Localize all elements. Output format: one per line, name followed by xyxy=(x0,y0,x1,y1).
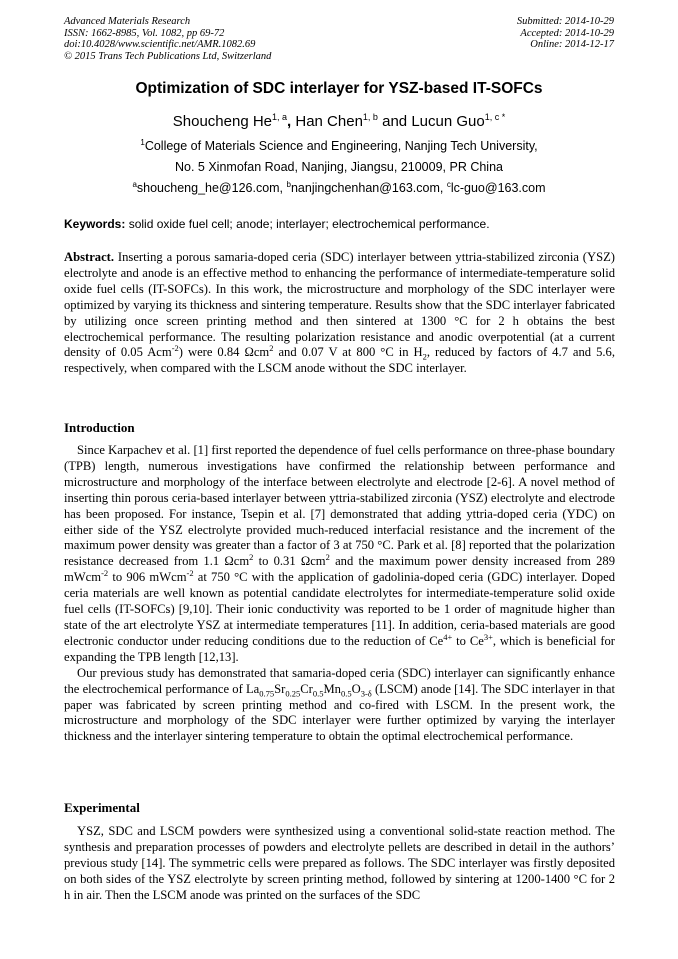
intro-text: Since Karpachev et al. [1] first reported the dependence of fuel cells performance on three-phase boundary (TPB) length, numerous investigations have confirmed the relationship between performance and microstructure and morphology of the interface between electrolyte and electrode [2-6]. A novel method of inserting thin porous ceria-based interlayer between yttria-stabilized zirconia (YSZ) electrolyte and electrode has been proposed. For instance, Tsepin et al. [7] demonstrated that adding yttria-doped ceria (YDC) on either side of the YSZ electrolyte provided much-reduced interfacial resistance and the increment of the maximum power density was greater than a factor of 3 at 750 °C. Park et al. [8] reported that the polarization resistance decreased from 1.1 Ωcm xyxy=(64,443,615,569)
email-link[interactable]: lc-guo@163.com xyxy=(450,181,546,195)
intro-text: (LSCM) anode [14]. The SDC interlayer in that paper was fabricated by screen printing method and co-fired with LSCM. In the present work, the microstructure and morphology of the SDC interlayer were further optimized by varying the interlayer thickness and the interlayer sintering temperature to obtain the optimal electrochemical performance. xyxy=(64,681,615,744)
affiliation-line-1 xyxy=(0,139,678,153)
affiliation-text: College of Materials Science and Engineering, Nanjing Tech University, xyxy=(144,139,538,153)
author-name: Lucun Guo xyxy=(411,113,485,130)
section-heading-experimental: Experimental xyxy=(64,800,140,815)
journal-issn: ISSN: 1662-8985, Vol. 1082, pp 69-72 xyxy=(64,27,225,39)
subscript: 0.75 xyxy=(259,688,275,699)
subscript: 2 xyxy=(422,351,427,362)
author-affil-sup: 1, c * xyxy=(484,112,506,122)
journal-name: Advanced Materials Research xyxy=(64,16,191,27)
introduction-body xyxy=(64,443,615,745)
journal-header-right xyxy=(517,16,614,51)
author-affil-sup: 1, b xyxy=(362,112,378,122)
submitted-date: Submitted: 2014-10-29 xyxy=(516,16,614,27)
intro-text: at 750 °C with the application of gadolinia-doped ceria (GDC) interlayer. Doped ceria materials are well known as potential candidate electrolytes for intermediate-temperature solid oxide fuel cells (IT-SOFCs) [9,10]. Their ionic conductivity was reported to be 1 order of magnitude higher than state of the art electrolyte YSZ at intermediate temperatures [11]. In addition, ceria-based materials are good electronic conductor under reducing conditions due to the reduction of Ce xyxy=(64,570,615,648)
intro-text: Sr xyxy=(274,681,286,696)
email-sup: b xyxy=(286,179,291,189)
superscript: 2 xyxy=(325,552,330,563)
subscript: 0.5 xyxy=(340,688,352,699)
email-link[interactable]: shoucheng_he@126.com, xyxy=(136,181,284,195)
intro-text: to 906 mWcm xyxy=(108,570,187,585)
online-date: Online: 2014-12-17 xyxy=(530,39,614,51)
abstract-text: and 0.07 V at 800 °C in H xyxy=(273,345,423,360)
email-sup: c xyxy=(446,179,451,189)
intro-text: O xyxy=(351,681,361,696)
subscript: 3-δ xyxy=(360,688,372,699)
superscript: 4+ xyxy=(443,631,453,642)
experimental-body xyxy=(64,824,615,904)
subscript: 0.25 xyxy=(285,688,301,699)
author-list: Shoucheng He$^{1, a}$, Han Chen$^{1, b}$ and Lucun Guo$^{1, c *}$ xyxy=(172,112,506,130)
experimental-text: YSZ, SDC and LSCM powders were synthesized using a conventional solid-state reaction method. The synthesis and preparation processes of powders and electrolyte pellets are described in detail in the authors’ previous study [14]. The symmetric cells were prepared as follows. The SDC interlayer was firstly deposited on both sides of the YSZ electrolyte by screen printing method, followed by sintering at 1200-1400 °C for 2 h in air. Then the LSCM anode was printed on the surfaces of the SDC xyxy=(64,824,615,902)
keywords-label: Keywords: xyxy=(64,217,126,231)
abstract-label: Abstract. xyxy=(64,250,115,264)
keywords xyxy=(64,217,620,231)
email-line xyxy=(0,181,678,195)
author-and: and xyxy=(382,113,408,130)
affiliation-line-2: No. 5 Xinmofan Road, Nanjing, Jiangsu, 210009, PR China xyxy=(175,160,503,174)
email-link[interactable]: nanjingchenhan@163.com, xyxy=(290,181,444,195)
superscript: -2 xyxy=(171,343,179,354)
keywords-text: solid oxide fuel cell; anode; interlayer; electrochemical performance. xyxy=(128,217,490,231)
intro-text: , which is beneficial for expanding the TPB length [12,13]. xyxy=(64,633,616,664)
superscript: -2 xyxy=(186,568,194,579)
abstract-text: ) were 0.84 Ωcm xyxy=(178,345,270,360)
journal-copyright: © 2015 Trans Tech Publications Ltd, Switzerland xyxy=(64,50,272,62)
intro-text: and the maximum power density increased from 289 mWcm xyxy=(64,554,615,585)
affil-sup: 1 xyxy=(140,137,145,147)
superscript: 3+ xyxy=(483,631,493,642)
intro-text: to 0.31 Ωcm xyxy=(253,554,326,569)
intro-text: Mn xyxy=(323,681,341,696)
journal-header-left xyxy=(64,16,271,62)
intro-text: Cr xyxy=(300,681,313,696)
email-sup: a xyxy=(132,179,137,189)
section-heading-introduction: Introduction xyxy=(64,420,135,435)
intro-text: to Ce xyxy=(452,633,484,648)
paper-title: Optimization of SDC interlayer for YSZ-based IT-SOFCs xyxy=(135,80,543,97)
author-name: Han Chen xyxy=(295,113,363,130)
superscript: 2 xyxy=(249,552,254,563)
abstract-text: , reduced by factors of 4.7 and 5.6, respectively, when compared with the LSCM anode without the SDC interlayer. xyxy=(64,345,615,376)
accepted-date: Accepted: 2014-10-29 xyxy=(520,27,614,39)
journal-doi: doi:10.4028/www.scientific.net/AMR.1082.69 xyxy=(64,39,256,51)
subscript: 0.5 xyxy=(312,688,324,699)
abstract-text: Inserting a porous samaria-doped ceria (SDC) interlayer between yttria-stabilized zirconia (YSZ) electrolyte and anode is an effective method to enhancing the performance of intermediate-temperature solid oxide fuel cells (IT-SOFCs). In this work, the microstructure and morphology of the SDC interlayer were optimized by varying its thickness and sintering temperature. Results show that the SDC interlayer fabricated by utilizing once screen printing method and then sintered at 1300 °C for 2 h obtains the best electrochemical performance. The resulting polarization resistance and anodic overpotential (at a current density of 0.05 Acm xyxy=(64,250,615,360)
abstract xyxy=(64,250,615,377)
author-affil-sup: 1, a xyxy=(272,112,288,122)
intro-text: Our previous study has demonstrated that samaria-doped ceria (SDC) interlayer can significantly enhance the electrochemical performance of La xyxy=(64,665,615,696)
superscript: -2 xyxy=(101,568,109,579)
superscript: 2 xyxy=(269,343,274,354)
author-name: Shoucheng He xyxy=(172,113,273,130)
